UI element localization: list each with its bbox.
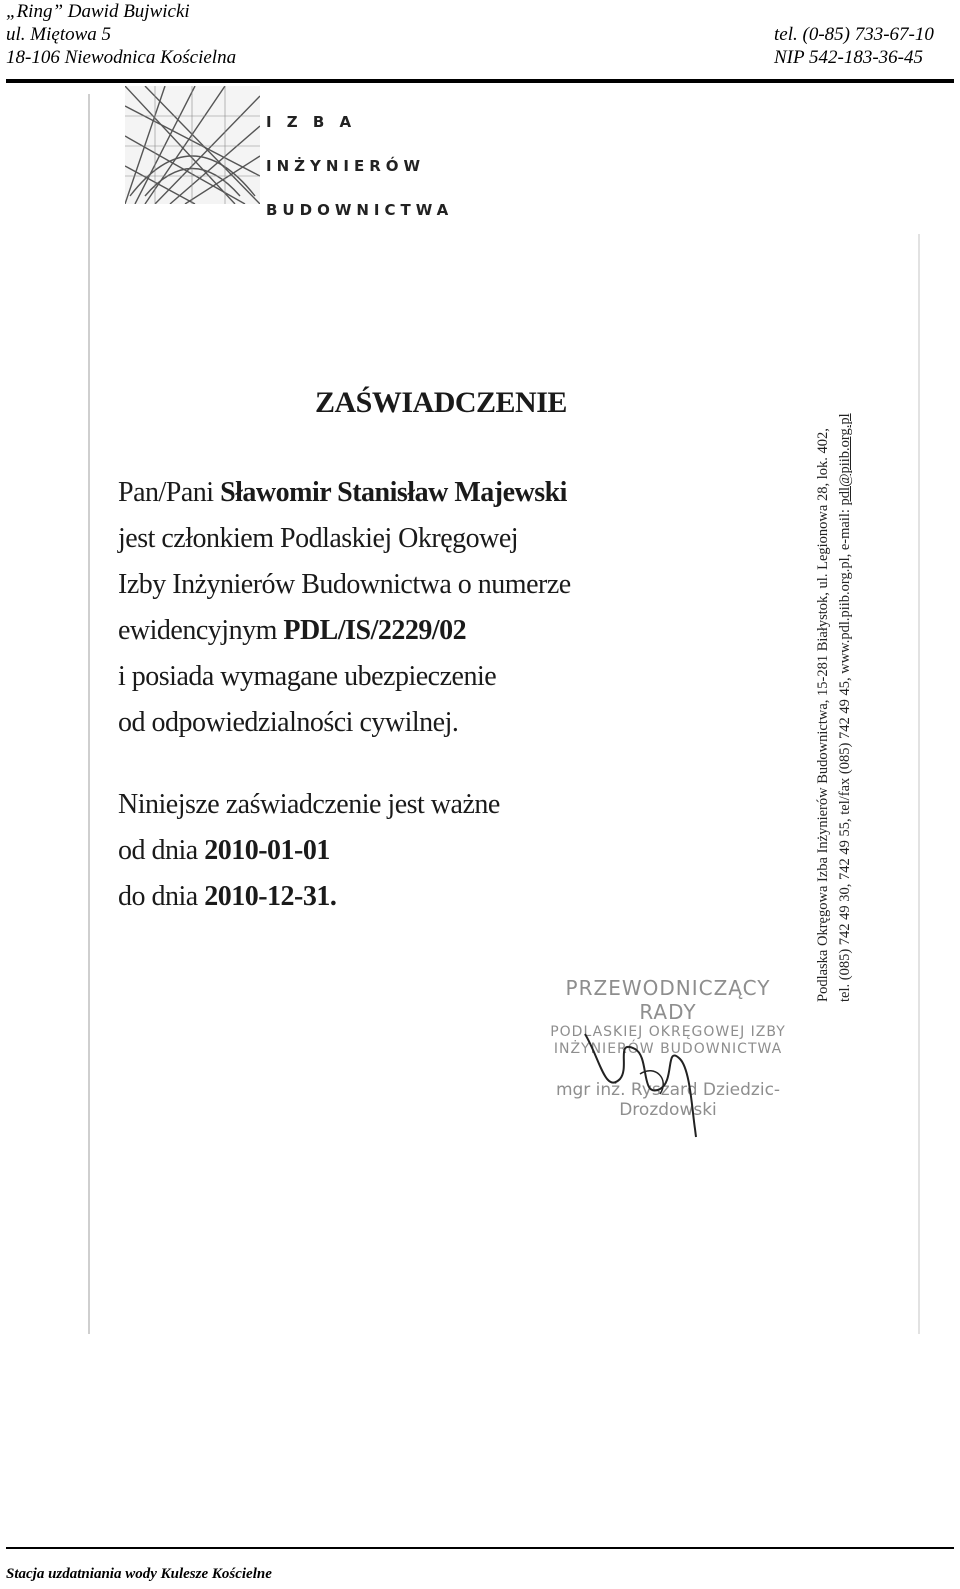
stamp-line-2: PODLASKIEJ OKRĘGOWEJ IZBY: [550, 1024, 786, 1040]
liability-line: od odpowiedzialności cywilnej.: [118, 707, 459, 738]
logo-line-inzynierow: INŻYNIERÓW: [266, 157, 426, 175]
chamber-logo-text: [266, 100, 453, 232]
stamp-line-3: INŻYNIERÓW BUDOWNICTWA: [553, 1041, 783, 1057]
stamp-signatory: mgr inż. Ryszard Dziedzic-Drozdowski: [555, 1080, 781, 1120]
logo-line-izba: I Z B A: [266, 113, 357, 131]
membership-line: jest członkiem Podlaskiej Okręgowej: [118, 523, 519, 554]
signature-icon: [580, 1019, 730, 1139]
scan-left-edge: [88, 94, 90, 1334]
company-nip: NIP 542-183-36-45: [774, 47, 923, 68]
salutation: Pan/Pani: [118, 477, 214, 508]
insurance-line: i posiada wymagane ubezpieczenie: [118, 661, 497, 692]
certificate-title: ZAŚWIADCZENIE: [315, 386, 567, 419]
footer-divider: [6, 1547, 954, 1549]
chamber-logo-icon: [125, 86, 260, 204]
holder-first-names: Sławomir Stanisław: [220, 477, 448, 508]
validity-line: Niniejsze zaświadczenie jest ważne: [118, 789, 500, 820]
registration-label: ewidencyjnym: [118, 615, 277, 646]
registration-line: [118, 608, 658, 654]
scan-right-edge: [918, 234, 920, 1334]
footer-text: Stacja uzdatniania wody Kulesze Kościelne: [6, 1566, 272, 1582]
holder-last-name: Majewski: [454, 477, 567, 508]
contact-numbers: tel. (085) 742 49 30, 742 49 55, tel/fax (085) 742 49 45, www.pdl.piib.org.pl, e-mail:: [837, 509, 853, 1002]
valid-from-label: od dnia: [118, 835, 198, 866]
contact-email: pdl@piib.org.pl: [837, 413, 853, 506]
header-divider: [6, 79, 954, 83]
chamber-line: Izby Inżynierów Budownictwa o numerze: [118, 569, 571, 600]
company-name: „Ring” Dawid Bujwicki: [6, 1, 190, 22]
chamber-address-vertical: [812, 302, 856, 1002]
address-line: Podlaska Okręgowa Izba Inżynierów Budownictwa, 15-281 Białystok, ul. Legionowa 28, lok. 402,: [815, 428, 831, 1002]
contact-line: [834, 302, 856, 1002]
valid-to-line: [118, 874, 658, 920]
valid-to-label: do dnia: [118, 881, 198, 912]
company-street: ul. Miętowa 5: [6, 24, 112, 45]
company-phone: tel. (0-85) 733-67-10: [774, 24, 934, 45]
certificate-body: [118, 470, 658, 920]
scanned-certificate: [0, 84, 960, 1544]
valid-to-date: 2010-12-31.: [204, 881, 337, 912]
logo-line-budownictwa: BUDOWNICTWA: [266, 201, 454, 219]
valid-from-date: 2010-01-01: [204, 835, 330, 866]
registration-number: PDL/IS/2229/02: [283, 615, 467, 646]
letterhead: [6, 0, 954, 69]
holder-line: [118, 470, 658, 516]
company-city: 18-106 Niewodnica Kościelna: [6, 47, 237, 68]
stamp-title: PRZEWODNICZĄCY RADY: [565, 976, 771, 1024]
valid-from-line: [118, 828, 658, 874]
